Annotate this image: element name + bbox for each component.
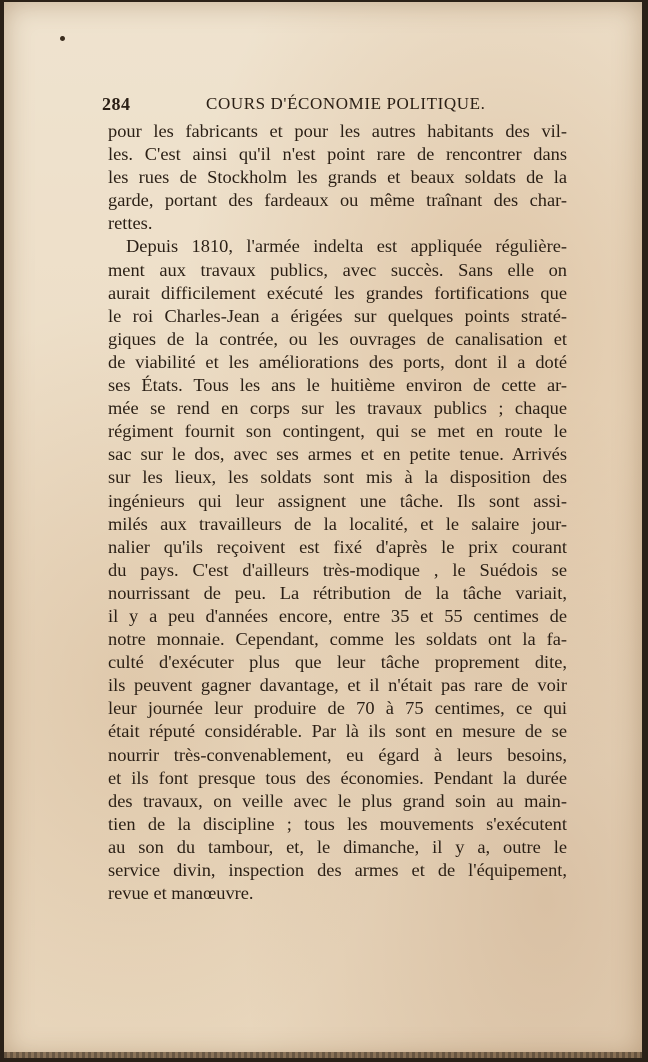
text-line: mée se rend en corps sur les travaux publics ; chaque [108,398,567,419]
text-line: garde, portant des fardeaux ou même traînant des char- [108,190,567,211]
text-line: les. C'est ainsi qu'il n'est point rare de rencontrer dans [108,144,567,165]
text-line: de viabilité et les améliorations des ports, dont il a doté [108,351,567,372]
text-line: régiment fournit son contingent, qui se met en route le [108,421,567,442]
text-line: était réputé considérable. Par là ils sont en mesure de se [108,721,567,742]
text-line: sac sur le dos, avec ses armes et en petite tenue. Arrivés [108,444,567,465]
text-line: rettes. [108,213,153,234]
text-line: notre monnaie. Cependant, comme les soldats ont la fa- [108,629,567,650]
text-line: du pays. C'est d'ailleurs très-modique , le Suédois se [108,559,567,580]
text-line: ment aux travaux publics, avec succès. Sans elle on [108,259,567,280]
text-line: nourrir très-convenablement, eu égard à leurs besoins, [108,744,567,765]
page-header [102,94,564,118]
text-line: au son du tambour, et, le dimanche, il y a, outre le [108,836,567,857]
text-line: des travaux, on veille avec le plus grand soin au main- [108,790,567,811]
text-line: ils peuvent gagner davantage, et il n'était pas rare de voir [108,675,567,696]
text-line: milés aux travailleurs de la localité, et le salaire jour- [108,513,567,534]
text-line: revue et manœuvre. [108,883,254,904]
book-page [4,2,642,1058]
text-line: tien de la discipline ; tous les mouvements s'exécutent [108,813,567,834]
text-line: les rues de Stockholm les grands et beaux soldats de la [108,167,567,188]
text-line: culté d'exécuter plus que leur tâche proprement dite, [108,652,567,673]
text-line: aurait difficilement exécuté les grandes fortifications que [108,282,567,303]
text-line: ses États. Tous les ans le huitième environ de cette ar- [108,375,567,396]
page-number: 284 [102,94,131,114]
text-line: leur journée leur produire de 70 à 75 centimes, ce qui [108,698,567,719]
text-line: pour les fabricants et pour les autres habitants des vil- [108,121,567,141]
text-line: il y a peu d'années encore, entre 35 et 55 centimes de [108,605,567,626]
text-line: Depuis 1810, l'armée indelta est appliquée régulière- [126,236,567,257]
text-line: service divin, inspection des armes et de l'équipement, [108,860,567,880]
text-line: ingénieurs qui leur assignent une tâche. Ils sont assi- [108,490,567,511]
ink-spot [60,36,65,41]
text-line: nourrissant de peu. La rétribution de la tâche variait, [108,582,567,603]
text-line: le roi Charles-Jean a érigées sur quelques points straté- [108,305,567,326]
text-line: sur les lieux, les soldats sont mis à la disposition des [108,467,567,488]
text-line: et ils font presque tous des économies. Pendant la durée [108,767,567,788]
text-line: giques de la contrée, ou les ouvrages de canalisation et [108,328,567,349]
body-text [108,120,567,905]
running-head: COURS D'ÉCONOMIE POLITIQUE. [206,94,486,113]
text-line: nalier qu'ils reçoivent est fixé d'après le prix courant [108,536,567,557]
